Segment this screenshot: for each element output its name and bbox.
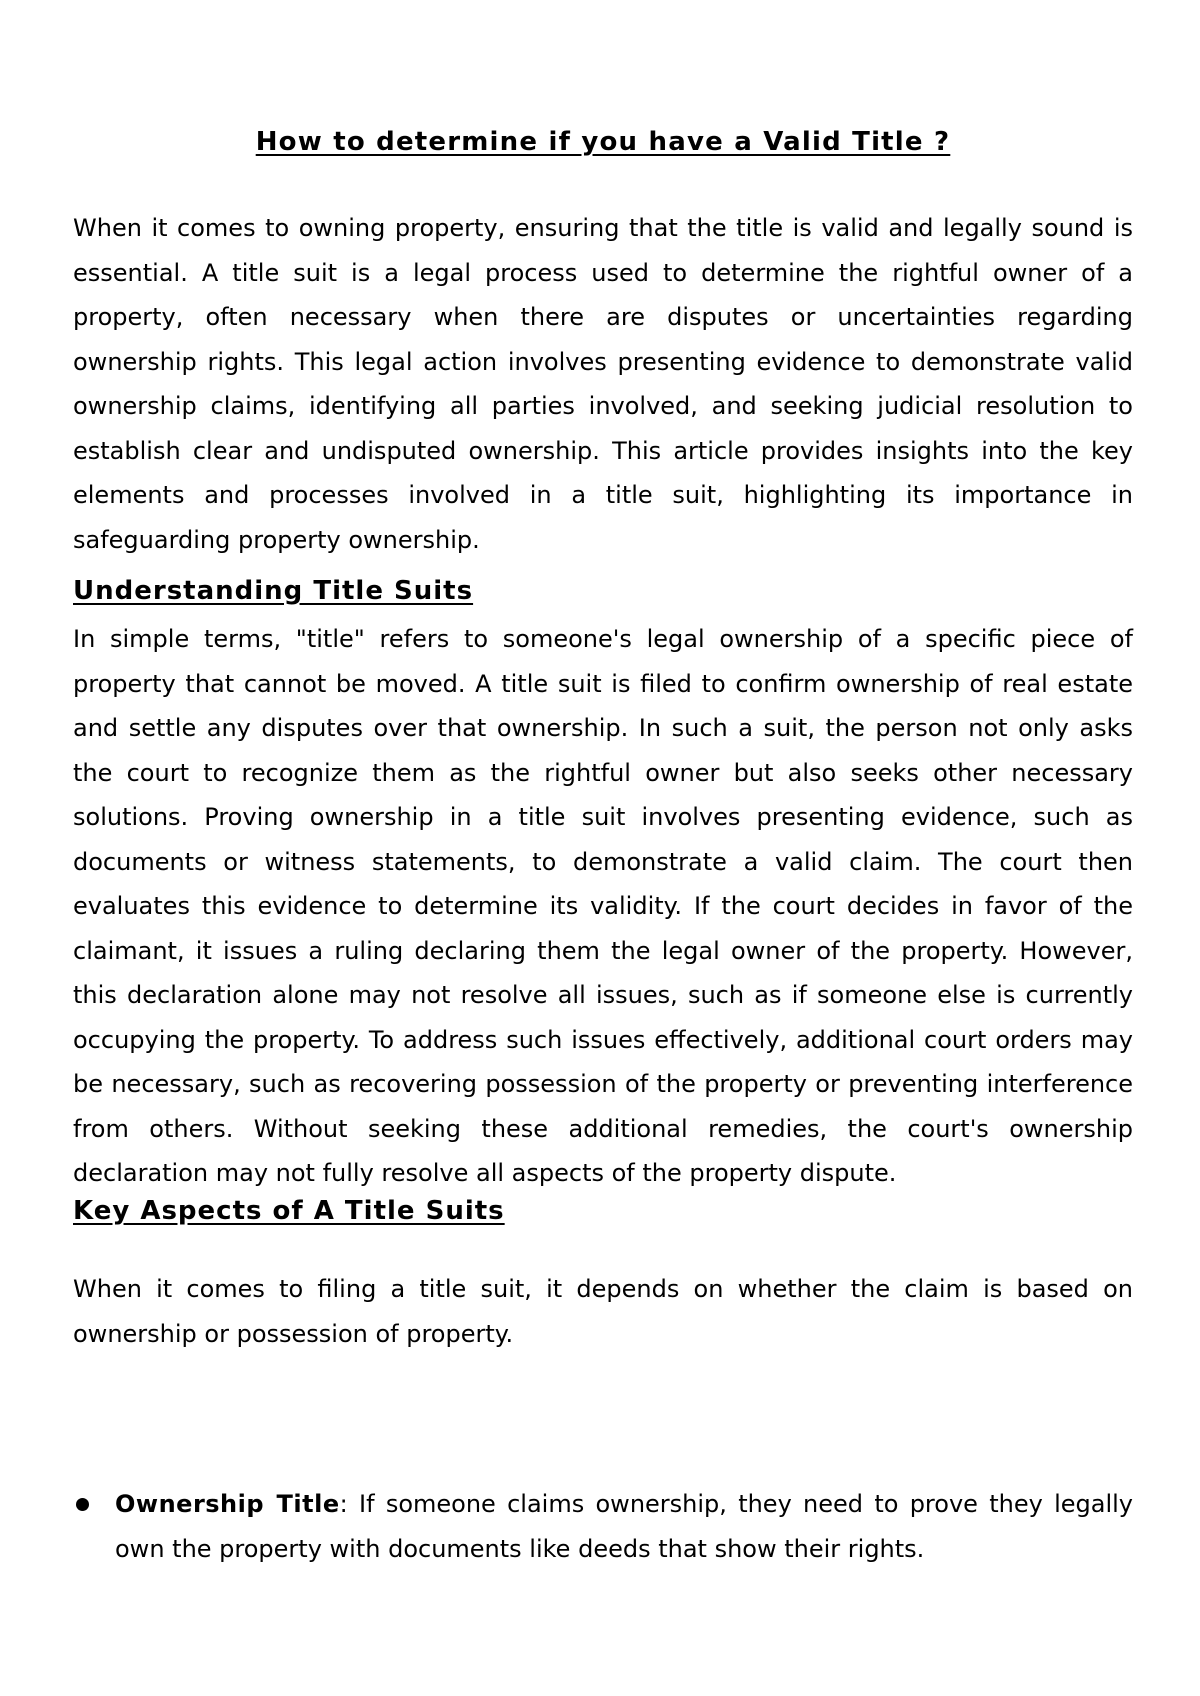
section-body-key-aspects: When it comes to filing a title suit, it depends on whether the claim is based on ownership or possession of property. bbox=[73, 1275, 1133, 1348]
section-heading-key-aspects: Key Aspects of A Title Suits bbox=[73, 1196, 505, 1226]
bullet-list bbox=[73, 1482, 1133, 1571]
bullet-term: Ownership Title bbox=[115, 1490, 340, 1518]
section-body-understanding: In simple terms, "title" refers to someone's legal ownership of a specific piece of property that cannot be moved. A title suit is filed to confirm ownership of real estate and settle any disputes over that ownership. In such a suit, the person not only asks the court to recognize them as the rightful owner but also seeks other necessary solutions. Proving ownership in a title suit involves presenting evidence, such as documents or witness statements, to demonstrate a valid claim. The court then evaluates this evidence to determine its validity. If the court decides in favor of the claimant, it issues a ruling declaring them the legal owner of the property. However, this declaration alone may not resolve all issues, such as if someone else is currently occupying the property. To address such issues effectively, additional court orders may be necessary, such as recovering possession of the property or preventing interference from others. Without seeking these additional remedies, the court's ownership declaration may not fully resolve all aspects of the property dispute. bbox=[73, 625, 1133, 1187]
section-heading-understanding: Understanding Title Suits bbox=[73, 576, 474, 606]
intro-paragraph: When it comes to owning property, ensuring that the title is valid and legally sound is essential. A title suit is a legal process used to determine the rightful owner of a property, often necessary when there are disputes or uncertainties regarding ownership rights. This legal action involves presenting evidence to demonstrate valid ownership claims, identifying all parties involved, and seeking judicial resolution to establish clear and undisputed ownership. This article provides insights into the key elements and processes involved in a title suit, highlighting its importance in safeguarding property ownership. bbox=[73, 214, 1133, 554]
list-item bbox=[73, 1482, 1133, 1571]
document-title: How to determine if you have a Valid Title ? bbox=[255, 127, 951, 157]
bullet-icon bbox=[76, 1498, 89, 1511]
bullet-text: : If someone claims ownership, they need to prove they legally own the property with documents like deeds that show their rights. bbox=[115, 1490, 1133, 1563]
